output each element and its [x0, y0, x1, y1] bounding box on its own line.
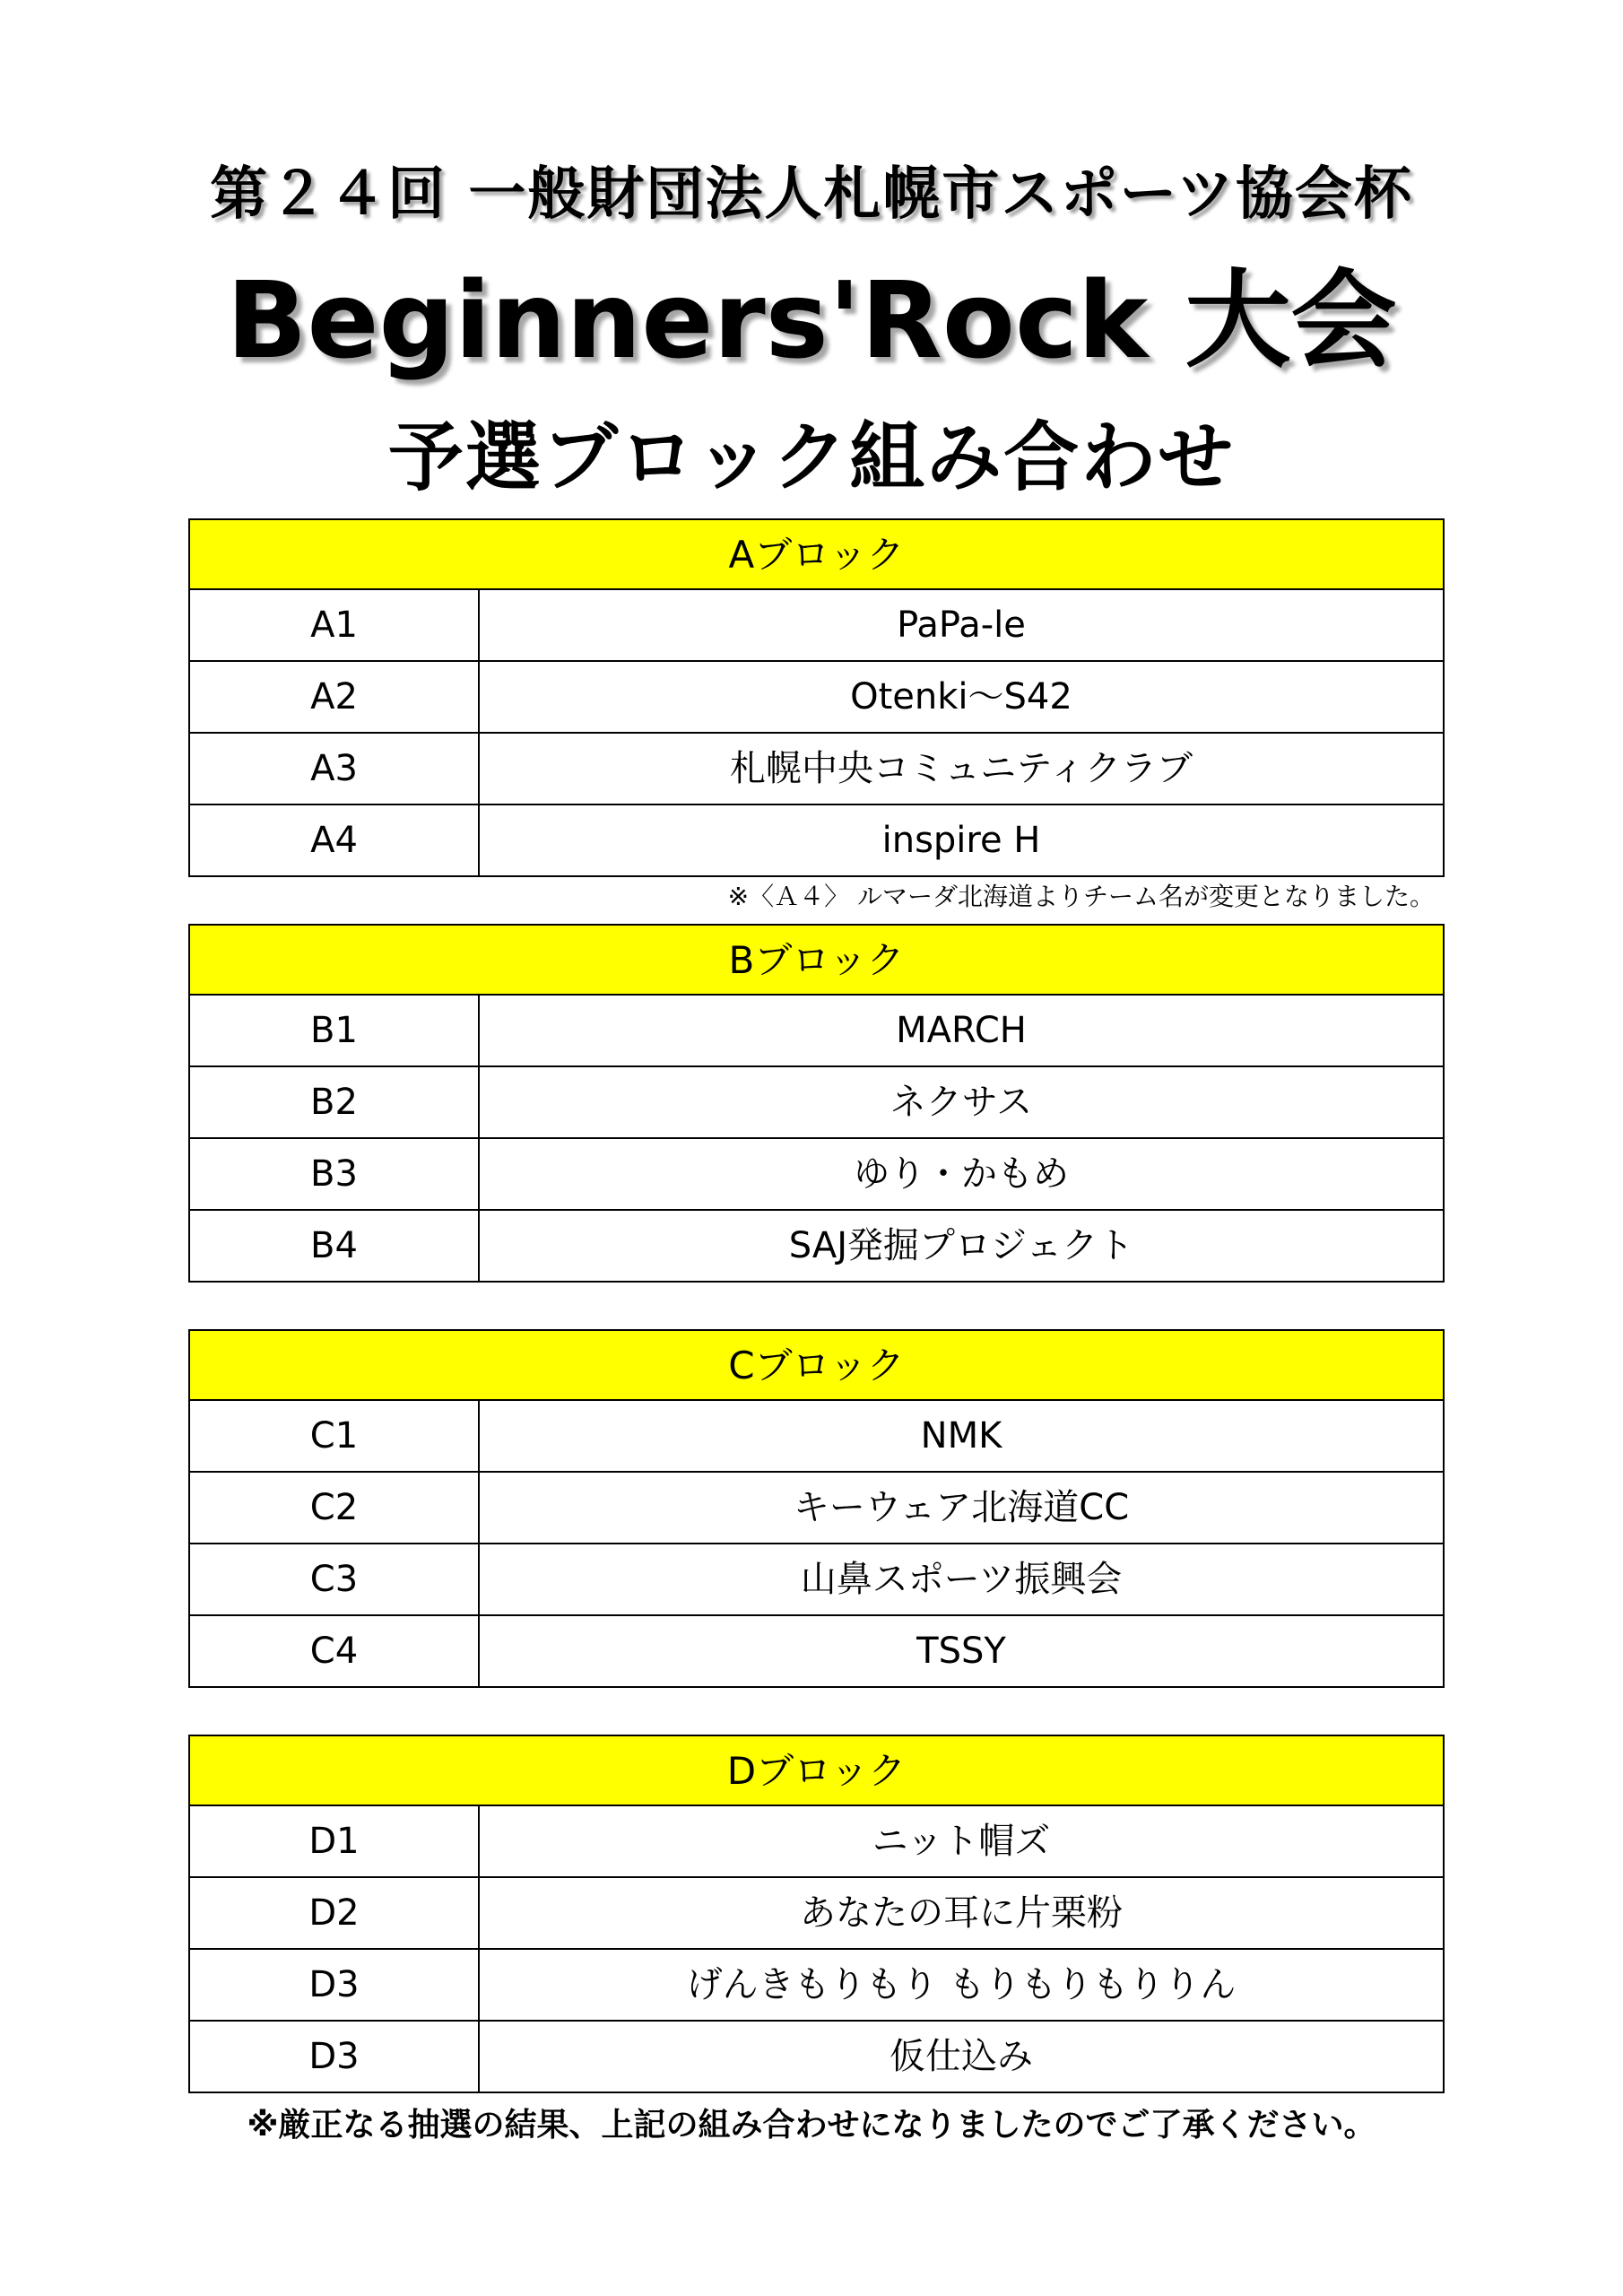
team-id: A3	[190, 734, 480, 804]
block-b-table	[188, 924, 1445, 1283]
team-id: B2	[190, 1067, 480, 1137]
team-name: ゆり・かもめ	[854, 1153, 1069, 1195]
table-row	[190, 1616, 1443, 1686]
table-row	[190, 1473, 1443, 1544]
team-name: ニット帽ズ	[872, 1821, 1051, 1862]
footer-note: ※厳正なる抽選の結果、上記の組み合わせになりましたのでご了承ください。	[247, 2107, 1376, 2144]
table-row	[190, 662, 1443, 734]
team-name: ネクサス	[890, 1082, 1033, 1123]
block-c-table	[188, 1329, 1445, 1688]
team-name: 札幌中央コミュニティクラブ	[730, 748, 1193, 789]
table-row	[190, 1950, 1443, 2022]
team-name: SAJ発掘プロジェクト	[788, 1225, 1134, 1266]
event-title: Beginners'Rock 大会	[226, 258, 1397, 382]
block-a-header: Aブロック	[190, 520, 1443, 590]
team-id: C2	[190, 1473, 480, 1543]
table-row	[190, 805, 1443, 875]
team-name: NMK	[920, 1415, 1002, 1457]
team-id: A1	[190, 590, 480, 660]
team-name: TSSY	[916, 1631, 1006, 1672]
team-id: D3	[190, 1950, 480, 2020]
table-row	[190, 1067, 1443, 1139]
team-id: C4	[190, 1616, 480, 1686]
team-id: A4	[190, 805, 480, 875]
table-row	[190, 1878, 1443, 1950]
team-name: キーウェア北海道CC	[793, 1487, 1130, 1528]
team-id: B4	[190, 1211, 480, 1281]
table-row	[190, 2022, 1443, 2092]
team-name: げんきもりもり もりもりもりりん	[686, 1964, 1237, 2005]
team-name: MARCH	[896, 1010, 1027, 1051]
team-id: C1	[190, 1401, 480, 1471]
team-id: C3	[190, 1544, 480, 1614]
block-a-table	[188, 518, 1445, 877]
table-row	[190, 1806, 1443, 1878]
table-row	[190, 1401, 1443, 1473]
team-id: B3	[190, 1139, 480, 1209]
table-row	[190, 1544, 1443, 1616]
team-id: D1	[190, 1806, 480, 1876]
table-row	[190, 590, 1443, 662]
table-row	[190, 1139, 1443, 1211]
table-row	[190, 734, 1443, 805]
team-name: Otenki～S42	[850, 676, 1072, 718]
block-c-header: Cブロック	[190, 1331, 1443, 1401]
table-row	[190, 1211, 1443, 1281]
team-name: 仮仕込み	[890, 2036, 1033, 2077]
page-title: 予選ブロック組み合わせ	[387, 413, 1236, 501]
team-id: D2	[190, 1878, 480, 1948]
team-id: D3	[190, 2022, 480, 2092]
team-name: inspire H	[881, 820, 1041, 861]
event-series-title: 第２４回 一般財団法人札幌市スポーツ協会杯	[210, 161, 1413, 228]
team-name: PaPa-le	[897, 604, 1026, 646]
team-name: あなたの耳に片栗粉	[800, 1892, 1123, 1934]
block-d-table	[188, 1735, 1445, 2093]
table-row	[190, 996, 1443, 1067]
team-id: A2	[190, 662, 480, 732]
block-d-header: Dブロック	[190, 1736, 1443, 1806]
team-name: 山鼻スポーツ振興会	[800, 1559, 1123, 1600]
block-a-note: ※〈Ａ４〉 ルマーダ北海道よりチーム名が変更となりました。	[727, 882, 1435, 911]
team-id: B1	[190, 996, 480, 1065]
block-b-header: Bブロック	[190, 926, 1443, 996]
